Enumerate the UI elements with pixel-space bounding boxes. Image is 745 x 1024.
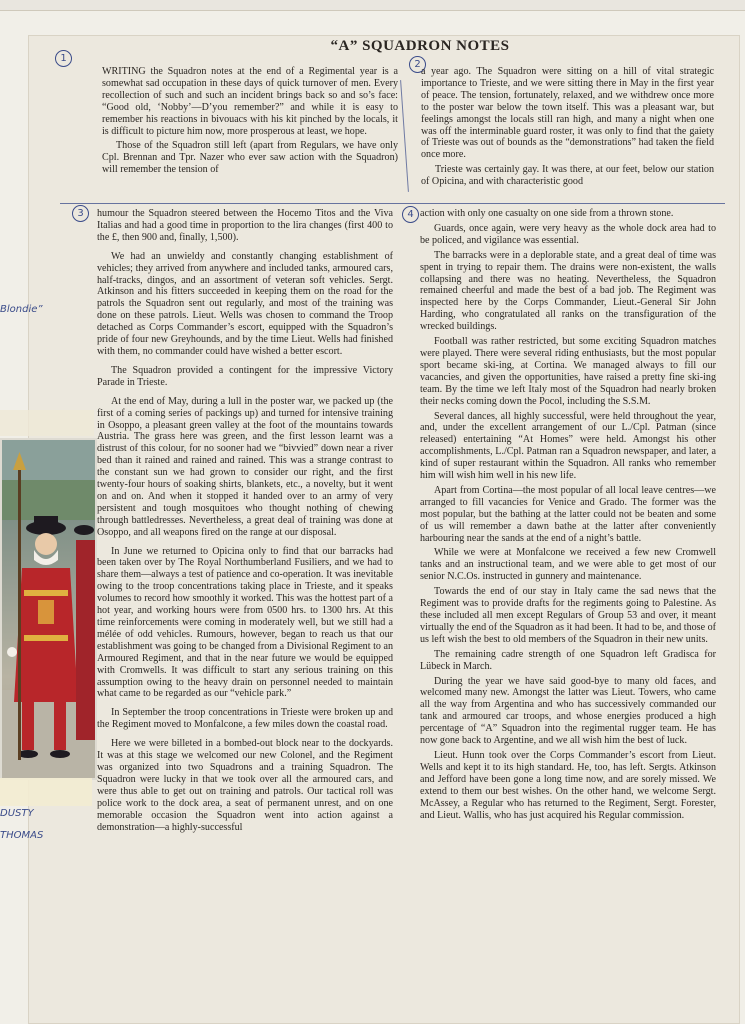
paragraph: Apart from Cortina—the most popular of all local leave centres—we arranged to fill vacancies for Venice and Grado. The former was the most popular, but the bathing at the latter could not be beaten and some of us will remember a dawn bathe at the latter after conveniently harbouring near the sands at the end of a night’s battle.	[420, 484, 716, 544]
annotation-number-3: 3	[72, 205, 89, 222]
top-edge-strip	[0, 0, 745, 11]
annotation-number-4: 4	[402, 206, 419, 223]
paragraph: Towards the end of our stay in Italy came the sad news that the Regiment was to provide drafts for the regiments going to Palestine. As these included all men except Regulars of Group 53 and over, it meant virtually the end of the Squadron as it had been. It had to be, and those of us left wish the best to old members of the Squadron in their new units.	[420, 586, 717, 645]
paragraph: During the year we have said good-bye to many old faces, and welcomed many new. Amongst the latter was Lieut. Towers, who came all the way from Argentina and who has successively commanded our tank and armoured car troops, and whose energies produced a high percentage of “A” Squadron into the regimental rugger team. He has now gone back to Argentine, and we all wish him the best of luck.	[420, 675, 716, 747]
beefeater-photo	[0, 438, 97, 780]
paragraph: humour the Squadron steered between the Hocemo Titos and the Viva Italias and had a good time in proportion to the lira changes (first 400 to the £, then 900 and, finally, 1,500).	[97, 208, 393, 243]
annotation-number-1: 1	[55, 50, 72, 67]
page-title: “A” SQUADRON NOTES	[330, 38, 510, 54]
paragraph: WRITING the Squadron notes at the end of a Regimental year is a somewhat sad occupation in these days of quick turnover of men. Every recollection of such and such an incident brings back so and so’s face: “Good old, ‘Nobby’—D’you remember?” and while it is easy to remember his reactions in bivouacs with his kit pinched by the locals, it is difficult to picture him now, more prosperous at least, we hope.	[102, 66, 398, 137]
paragraph: At the end of May, during a lull in the poster war, we packed up (the first of a coming series of packings up) and turned for intensive training in Osoppo, a pleasant green valley at the foot of the mountains towards Austria. The grass here was green, and the first lesson learnt was a distrust of this colour, for no sooner had we “bivvied” down near a river bed than it rained and rained and rained. This was a strange contrast to the constant sun we had grown to consider our right, and the first twenty-four hours of soaking shirts, blankets, etc., a novelty, but it went on and on. And when it stopped it handed over to an army of very persistent and tough mosquitoes who thought nothing of chewing through battledresses. Nevertheless, a great deal of training was done at Osoppo, and all weapons fired on the range at our disposal.	[97, 395, 393, 538]
paragraph: While we were at Monfalcone we received a few new Cromwell tanks and an instructional team, and we were able to get most of our senior N.C.Os. instructed in gunnery and maintenance.	[420, 547, 716, 583]
column-3	[97, 208, 393, 836]
paragraph: We had an unwieldy and constantly changing establishment of vehicles; they arrived from anywhere and included tanks, armoured cars, half-tracks, dingos, and an assortment of veteran soft vehicles. Sergt. Atkinson and his fitters succeeded in keeping them on the road for the patrols the Squadron sent out regularly, and most of the training was done on these patrols. Lieut. Wells was chosen to command the Troop detached as Corps Commander’s escort, equipped with the Squadron’s pride of four new Greyhounds, and by the time Lieut. Wells had finished with them, no commander could have wished a better escort.	[97, 250, 393, 357]
tape-strip	[0, 778, 92, 806]
annotation-divider-line	[60, 203, 725, 204]
paragraph: Football was rather restricted, but some exciting Squadron matches were played. There were several riding enthusiasts, but the most popular sport became ski-ing, at Cortina. We managed always to fill our vacancies, and given the opportunities, have raised a pretty fine ski-ing team. By the time we left Italy most of the Squadron had nearly broken their necks coming down the Pocol, including the S.S.M.	[420, 336, 716, 407]
paragraph: Several dances, all highly successful, were held throughout the year, and, under the excellent arrangement of our L./Cpl. Patman (since released) entertaining “At Homes” were held. Amongst his other accomplishments, L./Cpl. Patman ran a Squadron newspaper, and later, a kind of super restaurant within the Squadron. All ranks who remember him will wish him well in his new life.	[420, 410, 716, 482]
paragraph: In September the troop concentrations in Trieste were broken up and the Regiment moved to Monfalcone, a few miles down the coastal road.	[97, 707, 393, 731]
yeoman-warder-illustration	[2, 440, 95, 778]
handwritten-note-thomas: THOMAS	[0, 830, 44, 841]
paragraph: Those of the Squadron still left (apart from Regulars, we have only Cpl. Brennan and Tpr. Nazer who ever saw action with the Squadron) will remember the tension of	[102, 140, 398, 176]
column-2	[421, 66, 714, 191]
column-4	[420, 208, 716, 824]
handwritten-note-dusty: DUSTY	[0, 808, 34, 819]
paragraph: action with only one casualty on one side from a thrown stone.	[420, 208, 674, 219]
paragraph: The remaining cadre strength of one Squadron left Gradisca for Lübeck in March.	[420, 648, 716, 672]
paragraph: Guards, once again, were very heavy as the whole dock area had to be policed, and vigilance was essential.	[420, 222, 716, 246]
annotation-number-2: 2	[409, 56, 426, 73]
paragraph: The Squadron provided a contingent for the impressive Victory Parade in Trieste.	[97, 364, 393, 388]
paragraph: Trieste was certainly gay. It was there, at our feet, below our station of Opicina, and with characteristic good	[421, 164, 714, 188]
paragraph: a year ago. The Squadron were sitting on a hill of vital strategic importance to Trieste, and we were sitting there in May in the first year of peace. The tension, fortunately, relaxed, and we withdrew once more to the poster war below the town itself. This was a pleasant war, but feelings amongst the locals still ran high, and many a night when one was off the interminable guard roster, it was only to find that the gaiety of Trieste was out of bounds as the “demonstrations” had taken the field once more.	[421, 66, 714, 161]
handwritten-note-blondie: Blondie”	[0, 304, 43, 315]
column-1	[102, 66, 398, 179]
paragraph: Lieut. Hunn took over the Corps Commander’s escort from Lieut. Wells and kept it to its high standard. He, too, has left. Sergts. Atkinson and Jefford have been gone a long time now, and are sorely missed. We extend to them our best wishes. On the other hand, we welcome Sergt. McAssey, a Regular who has returned to the Regiment, Sergt. Forester, and Lieut. Wallis, who has just acquired his Regular commission.	[420, 749, 716, 821]
paragraph: In June we returned to Opicina only to find that our barracks had been taken over by The Royal Northumberland Fusiliers, and we had to share them—always a test of patience and co-operation. It was inevitable owing to the troop concentrations taking place in Trieste, and it speaks volumes to record how smoothly it worked. This was the hottest part of a hot year, and working hours were from 0500 hrs. to 1300 hrs. At this time reinforcements were coming in moderately well, but we still had a mélée of odd vehicles. Rumours, however, began to reach us that our establishment was going to be changed from a Divisional Regiment to an Armoured Regiment, and that in the near future we would be equipped with Cromwells. It was difficult to start any serious training on this assumption owing to the heavy drain on personnel needed to maintain what came to be regarded as our “vehicle park.”	[97, 545, 393, 700]
paragraph: The barracks were in a deplorable state, and a great deal of time was spent in trying to repair them. The drains were non-existent, the walls collapsing and there was no heating. Nevertheless, the Squadron remained cheerful and made the best of a bad job. The Regiment was inspected here by the Corps Commander, Lieut.-General Sir John Harding, who congratulated all ranks on the transfiguration of the wrecked buildings.	[420, 249, 716, 333]
paragraph: Here we were billeted in a bombed-out block near to the dockyards. It was at this stage we welcomed our new Colonel, and the Regiment was organized into two Squadrons and a training Squadron. The Squadron were lucky in that we took over all the armoured cars, and were thus able to get out on training and patrols. Our tactical roll was police work to the dock area, a seat of permanent unrest, and on one memorable occasion the Squadron went into action against a demonstration—a highly-successful	[97, 738, 393, 833]
tape-strip	[0, 410, 94, 436]
